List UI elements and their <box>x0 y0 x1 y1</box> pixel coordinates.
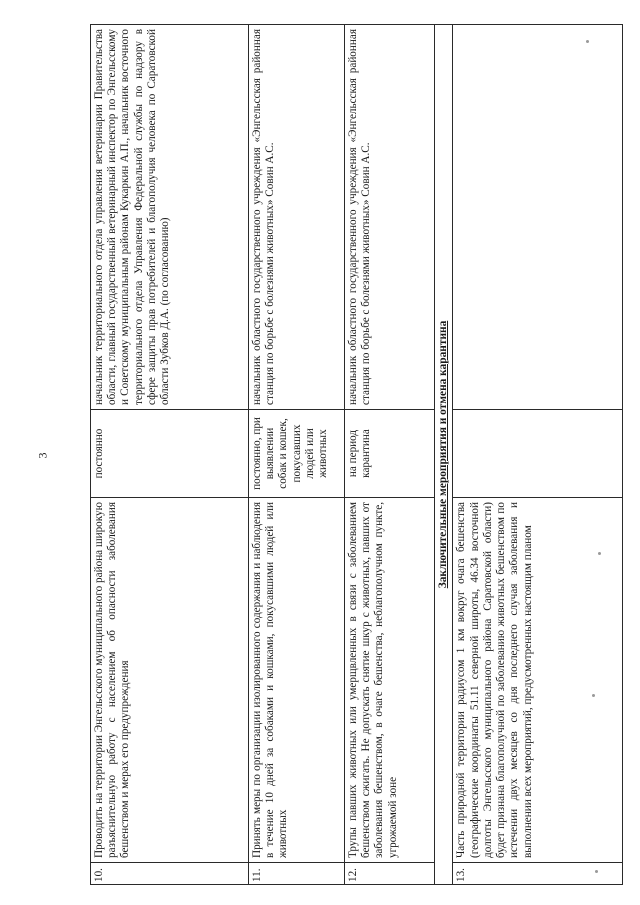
measure-text: Часть природной территории радиусом 1 км вокруг очага бешенства (географические координаты 51.11 северной широты, 46.34 восточной долготы Энгельсского муниципального района Саратовской области) будет признана благополучной по заболеванию животных бешенством по истечении двух месяцев со дня последнего случая заболевания и выполнении всех мероприятий, предусмотренных настоящим планом <box>453 498 623 863</box>
measure-responsible: начальник областного государственного учреждения «Энгельсская районная станция по борьбе с болезнями животных» Совин А.С. <box>249 25 345 410</box>
section-title: Заключительные мероприятия и отмена карантина <box>435 25 453 885</box>
measure-period: постоянно <box>91 410 249 498</box>
page-number: 3 <box>35 452 50 459</box>
rotated-page-content <box>90 25 630 885</box>
row-number: 11. <box>249 863 345 885</box>
measure-period <box>453 410 623 498</box>
scan-speck <box>595 870 598 873</box>
scan-speck <box>586 40 589 43</box>
measure-responsible: начальник областного государственного учреждения «Энгельсская районная станция по борьбе с болезнями животных» Совин А.С. <box>345 25 435 410</box>
measures-table <box>90 24 623 885</box>
measure-period: постоянно, при выявлении собак и кошек, покусавших людей или животных <box>249 410 345 498</box>
measure-period: на период карантина <box>345 410 435 498</box>
row-number: 10. <box>91 863 249 885</box>
measure-text: Трупы павших животных или умерщвленных в связи с заболеванием бешенством сжигать. Не допускать снятие шкур с животных, павших от заболевания бешенством, в очаге бешенства, неблагополучном пункте, угрожаемой зоне <box>345 498 435 863</box>
scan-speck <box>592 694 595 697</box>
row-number: 13. <box>453 863 623 885</box>
measure-responsible: начальник территориального отдела управления ветеринарии Правительства области, главный государственный ветеринарный инспектор по Энгельсскому и Советскому муниципальным районам Кукаркин А.П., начальник восточного территориального отдела Управления Федеральной службы по надзору в сфере защиты прав потребителей и благополучия человека по Саратовской области Зубков Д.А. (по согласованию) <box>91 25 249 410</box>
scan-speck <box>598 552 601 555</box>
table-row <box>249 25 345 885</box>
measure-responsible <box>453 25 623 410</box>
table-row <box>345 25 435 885</box>
table-row <box>453 25 623 885</box>
row-number: 12. <box>345 863 435 885</box>
measure-text: Принять меры по организации изолированного содержания и наблюдения в течение 10 дней за собаками и кошками, покусавшими людей или животных <box>249 498 345 863</box>
measure-text: Проводить на территории Энгельсского муниципального района широкую разъяснительную работу с населением об опасности заболевания бешенством и мерах его предупреждения <box>91 498 249 863</box>
section-row <box>435 25 453 885</box>
table-row <box>91 25 249 885</box>
